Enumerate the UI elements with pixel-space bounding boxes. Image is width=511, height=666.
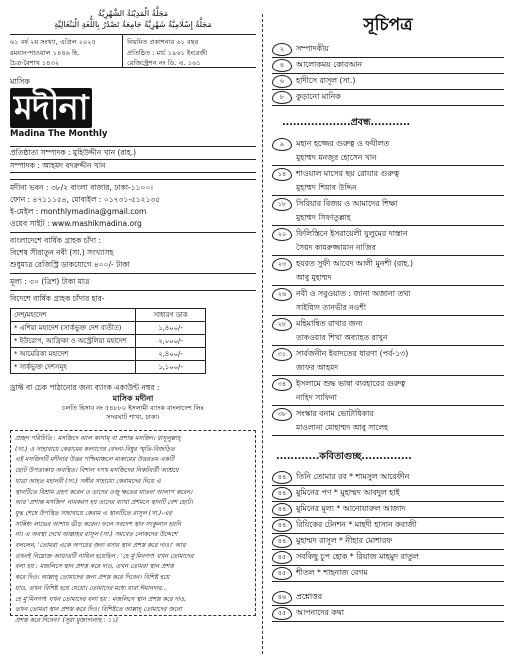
toc-article[interactable] (272, 256, 504, 272)
rate-price: ১,৪০০/- (136, 322, 206, 335)
poem-title: শীতল * শাহনাজ বেগম (296, 568, 368, 577)
page-number: ৪৬ (272, 591, 292, 604)
toc-item-title: প্রশ্নোত্তর (296, 592, 322, 601)
article-title: সংস্কার বনাম ভোটাধিকার (296, 408, 374, 418)
article-author: সৈয়দ কামরুজ্জামান নাজির (272, 242, 504, 256)
founded-line: প্রতিষ্ঠিত : মার্চ ১৯৬১ ইংরেজী (127, 48, 208, 57)
page-number: ২৬ (272, 288, 292, 301)
toc-article[interactable] (272, 376, 504, 392)
rate-price: ২,৪০০/- (136, 348, 206, 361)
toc-item-title: হাদীসে রাসূল (সা.) (296, 76, 356, 85)
poem-title: মুমিনের মূল্য * আনোয়ারুল আজাদ (296, 504, 406, 513)
toc-item-title: আলোকময় কোরআন (296, 60, 363, 69)
rate-price: ২,০০০/- (136, 335, 206, 348)
article-author: সাইয়্যিদ তানভীর নওশী (272, 302, 504, 316)
website[interactable]: ওয়েব সাইট : www.mashikmadina.org (10, 219, 142, 228)
issue-dates (10, 35, 123, 67)
arabic-subtitle: مَجَلَّةُ إِسْلَامِيَّةُ شَهْرِيَّةُ جَامِعَةُ تَصْدُرُ بِاللُّغَةِ الْبَنْغَالِيَّةِ (54, 20, 212, 29)
toc-poem[interactable] (272, 486, 504, 502)
section-heading-poems: ............কবিতাগুচ্ছ.............. (276, 451, 412, 462)
intro-line: যাত্রা আহত মহানবী (সা.) সঙ্গীর সাহায্যে কেরামদের নিয়ে এ (15, 477, 161, 485)
foreign-heading: বিদেশে বার্ষিক গ্রাহক চাঁদার হার- (10, 294, 105, 303)
toc-article[interactable] (272, 406, 504, 422)
page-number: ৮ (272, 91, 292, 104)
toc-poem[interactable] (272, 470, 504, 486)
page-number: ২০ (272, 228, 292, 241)
founder-editor: প্রতিষ্ঠাতা সম্পাদক : মুহিউদ্দীন খান (রাহ.) (10, 146, 256, 160)
intro-line: আর 'প্রশান্ত মসজিদ' নামকরণ হয় তাদের ব্যাথা প্রশমনে স্থানটি বেশ ছোট। (15, 499, 193, 507)
rate-region: * আমেরিকা মহাদেশ (11, 348, 136, 361)
rate-region: * সার্কভুক্ত দেশসমূহ (11, 361, 136, 374)
logo-wordmark (10, 89, 256, 127)
draft-line: ড্রাফ্ট বা চেক পাঠানোর জন্য ব্যাংক একাউন্ট নম্বর : (10, 383, 160, 392)
toc-item-title: কুড়ানো মানিক (296, 92, 341, 101)
editor: সম্পাদক : আহমদ বদরুদ্দীন খান (10, 160, 256, 173)
bangla-line: চৈত্র-বৈশাখ ১৪৩২ (10, 59, 60, 67)
article-author: মুহাম্মদ সিফাতুল্লাহ (272, 212, 504, 226)
article-author: জাফর আহমদ (272, 362, 504, 376)
article-author: মাওলানা মোহাম্মদ আবু সালেহ (272, 422, 504, 436)
article-author: মুহাম্মদ শিয়াব উদ্দিন (272, 182, 504, 196)
page-number: ২ (272, 43, 292, 56)
toc-title: সূচিপত্র (363, 15, 413, 35)
poem-title: রিযিকের টেনশন * মাহদী হাসান কবাজী (296, 520, 417, 529)
toc-poem[interactable] (272, 518, 504, 534)
intro-line: প্রশস্ত করে দিবেন।' (সূরা মুজাদালাহ : ১১) (15, 616, 119, 624)
magazine-logo (10, 76, 256, 146)
page-number: ৩১ (272, 348, 292, 361)
toc-article[interactable] (272, 226, 504, 242)
intro-line: (সা.) ও সাহাবায়ে কেরামের কল্যাণের বেদনা-বিধুর স্মৃতি-বিজড়িত (15, 445, 175, 453)
intro-line: এই মসজিদটি মদীনার উত্তর পশ্চিমাঞ্চলে মাকামের উত্তরতম একটি (15, 456, 175, 464)
contents-column (272, 6, 504, 660)
page-number: ৪ (272, 59, 292, 72)
rates-header-region: দেশ/মহাদেশ (11, 309, 136, 322)
section-heading-articles: ...................প্রবন্ধ........... (282, 117, 411, 128)
logo-english: Madina The Monthly (10, 129, 108, 139)
page-number: ৯ (272, 138, 292, 151)
toc-item[interactable] (272, 58, 504, 74)
table-row (11, 361, 206, 374)
table-row (11, 335, 206, 348)
intro-line: যুদ্ধ শেষে উপস্থিত সাহাবায়ে কেরাম এ স্থানটিতে রাসূল (সা.)-এর (15, 509, 172, 517)
intro-line: তখন তোমরা স্থান প্রশস্ত করে দিও। বিশিষ্টতে আল্লাহ্‌ তোমাদের জন্যে (15, 606, 182, 614)
hijri-line: রমযান-শাওয়াল ১৪৪৬ হি. (10, 48, 80, 57)
toc-poem[interactable] (272, 502, 504, 518)
logo-text: মদীনা (10, 88, 92, 128)
toc-item-title: আপনাদের কথা (296, 608, 345, 617)
poem-title: মুহাম্মদ রাসূল * নীহার মোশারফ (296, 536, 393, 545)
page-number: ৪৪ (272, 487, 292, 500)
bd-special: বিশেষ সীরাতুন নবী (সা.) সংখ্যাসহ (10, 248, 114, 257)
toc-item[interactable] (272, 74, 504, 90)
toc-poem[interactable] (272, 534, 504, 550)
page-number: ৪৫ (272, 567, 292, 580)
page-number: ১৮ (272, 198, 292, 211)
column-divider (262, 14, 263, 654)
toc-item[interactable] (272, 42, 504, 58)
intro-line: বললেন, 'তোমরা একে অপরের জন্য বসার স্থান প্রশস্ত করে দাও।' আর (15, 542, 186, 550)
toc-item[interactable] (272, 590, 504, 606)
page-number: ২৩ (272, 258, 292, 271)
branch-line: সদরঘাট শাখা, ঢাকা। (106, 413, 160, 421)
page-number: ৪৪ (272, 535, 292, 548)
article-title: মহিমান্বিত রাখার জন্য (296, 318, 363, 328)
registration-line: রেজিস্ট্রেশন নং ডি. এ. ১৬১ (127, 59, 201, 67)
toc-poem[interactable] (272, 550, 504, 566)
masthead-column (10, 6, 256, 660)
page-number: ১৪ (272, 168, 292, 181)
intro-line: স্থানটিতে বিশ্রাম গ্রহণ করেন ও তাদের ওজু ক্ষতের যাতনা আলাপ করেন। (15, 488, 193, 496)
article-title: সিরিয়ার বিজয় ও আমাদের শিক্ষা (296, 198, 398, 208)
toc-article[interactable] (272, 346, 504, 362)
cover-intro (10, 430, 256, 624)
intro-line: না। এ অবস্থা দেখে আল্লাহর রাসূল (সা.) সমবেত লোকদের উদ্দেশে (15, 531, 178, 539)
contact-block (10, 179, 256, 233)
intro-line: ছোট উপত্যকায় অবস্থিত। বিশাল ৎপথ মসজিদের নিকটবর্তী আশ্রয়ে (15, 467, 179, 475)
rate-region: * এশিয়া মহাদেশ (সার্কভুক্ত দেশ ব্যতীত) (11, 322, 136, 335)
account-line: চলতি হিসাব নং ৫৪৮৮০ ইসলামী ব্যাংক বাংলাদেশ লিঃ (61, 404, 205, 412)
table-row (11, 322, 206, 335)
rates-header-price: সাধারণ ডাক (136, 309, 206, 322)
toc-article[interactable] (272, 316, 504, 332)
page-number: ৩৮ (272, 408, 292, 421)
page-number: ৪৪ (272, 503, 292, 516)
article-title: ফিলিস্তিনে ইসরায়েলী যুলুমের দাস্তান (296, 228, 408, 238)
intro-line: হে মু'মিনগণ! যখন তোমাদের বলা হয় : মজলিসে স্থান প্রশস্ত করে দাও, (15, 595, 187, 603)
article-author: তাকওয়ার শিখা অব্যাহত রাখুন (272, 332, 504, 346)
domestic-subscription (10, 233, 256, 274)
email[interactable]: ই-মেইল : monthlymadina@gmail.com (10, 207, 147, 216)
page-number: ৪৫ (272, 551, 292, 564)
issue-line: ৬১ বর্ষ ২য় সংখ্যা, এপ্রিল ২০২৫ (10, 38, 96, 46)
intro-line: বলা হয় : মজলিসে স্থান প্রশস্ত করে দাও, তখন তোমরা স্থান প্রশস্ত (15, 563, 174, 571)
page-number: ৬ (272, 75, 292, 88)
toc-article[interactable] (272, 166, 504, 182)
unit-price: মূল্য : ৩০ (ত্রিশ) টাকা মাত্র (10, 274, 256, 291)
rates-table (10, 308, 206, 374)
rate-region: * ইউরোপ, আফ্রিকা ও অস্ট্রেলিয়া মহাদেশ (11, 335, 136, 348)
toc-article[interactable] (272, 286, 504, 302)
table-row (11, 348, 206, 361)
poem-title: তিনি তোমার রব * শামসুল আরেফীন (296, 472, 410, 481)
intro-line: সান্নিধ্য লাভের আশায় ভীড় করেন। ফলে সবদেশ স্থান সংকুলান হয়নি (15, 520, 181, 528)
page-number: ৩৪ (272, 378, 292, 391)
foreign-subscription (10, 291, 256, 376)
toc-poem[interactable] (272, 566, 504, 582)
publication-info (123, 35, 256, 67)
intro-line: প্রচ্ছদ পরিচিতি : মসজিদে আল কাসাম্‌ বা প্রশান্ত মসজিদ। রাসূলুল্লাহ্‌ (15, 435, 181, 442)
toc-item[interactable] (272, 90, 504, 106)
page-number: ৪৪ (272, 519, 292, 532)
article-title: ইসলামে শুদ্ধ ভাষা ব্যবহারের গুরুত্ব (296, 378, 406, 388)
article-title: মহান হজ্জের গুরুত্ব ও ফযীলত (296, 138, 390, 148)
article-title: শাওয়াল মাসের ছয় রোযার গুরুত্ব (296, 168, 399, 178)
toc-article[interactable] (272, 196, 504, 212)
article-author: আবু মুহাম্মদ (272, 272, 504, 286)
article-title: নবী ও সবুওয়াত : জানা অজানা তথ্য (296, 288, 411, 298)
arabic-title: مَجَلَّةُ الْمَدِيْنَةُ الشَّهْرِيَّةُ (97, 9, 169, 18)
rates-header-row (11, 309, 206, 322)
article-title: হযরত সুফী আবেদ আলী মুনশী (রাহ.) (296, 258, 414, 268)
bd-heading: বাংলাদেশে বার্ষিক গ্রাহক চাঁদা : (10, 236, 102, 245)
poem-title: মুমিনের পণ * মুহাম্মদ আবদুল হাই (296, 488, 400, 497)
article-author: মুহাম্মদ মনজুর হোসেন খান (272, 152, 504, 166)
page-number: ৪৪ (272, 471, 292, 484)
toc-item-title: সম্পাদকীয় (296, 44, 329, 53)
toc-item[interactable] (272, 606, 504, 622)
logo-monthly: মাসিক (10, 77, 30, 86)
intro-line: তখনই নিম্নোক্ত আয়াতটি নাযিল হয়েছিল : 'হে মু'মিনগণ! যখন তোমাদের (15, 552, 194, 560)
regular-line: নিয়মিত প্রকাশনার ৬১ বছর (127, 38, 199, 46)
page-number: ৫৫ (272, 607, 292, 620)
article-author: নাহিদ সাফিনা (272, 392, 504, 406)
rate-price: ১,১০০/- (136, 361, 206, 374)
intro-line: যাও, তখন বিশিষ্ট হয়ে যেয়ো। তোমাদের মধ্যে যারা ঈমানদার... (15, 584, 168, 592)
bd-price: শুধুমাত্র রেজিস্ট্রি ডাকযোগে ৪০০/- টাকা (10, 260, 130, 269)
article-title: সার্বজনীন ইবাদতের ধারণা (পর্ব-১৩) (296, 348, 409, 358)
intro-line: করে দিও। আল্লাহ্‌ তোমাদের জন্য প্রশস্ত করে দিবেন। বিশিষ্ট হয়ে (15, 574, 170, 582)
toc-article[interactable] (272, 136, 504, 152)
account-name: মাসিক মদীনা (112, 394, 154, 403)
issue-header (10, 34, 256, 68)
page-number: ২৮ (272, 318, 292, 331)
address: মদীনা ভবন : ৩৮/২ বাংলা বাজার, ঢাকা-১১০০। (10, 183, 153, 192)
poem-title: সবকিছু চুপ হোক * রিয়াজ মাহমুদ রাতুল (296, 552, 419, 561)
phone: ফোন : ৪৭১১১৫৪, মোবাইল : ০১৭৩১-৫১২১৩৫ (10, 195, 161, 204)
